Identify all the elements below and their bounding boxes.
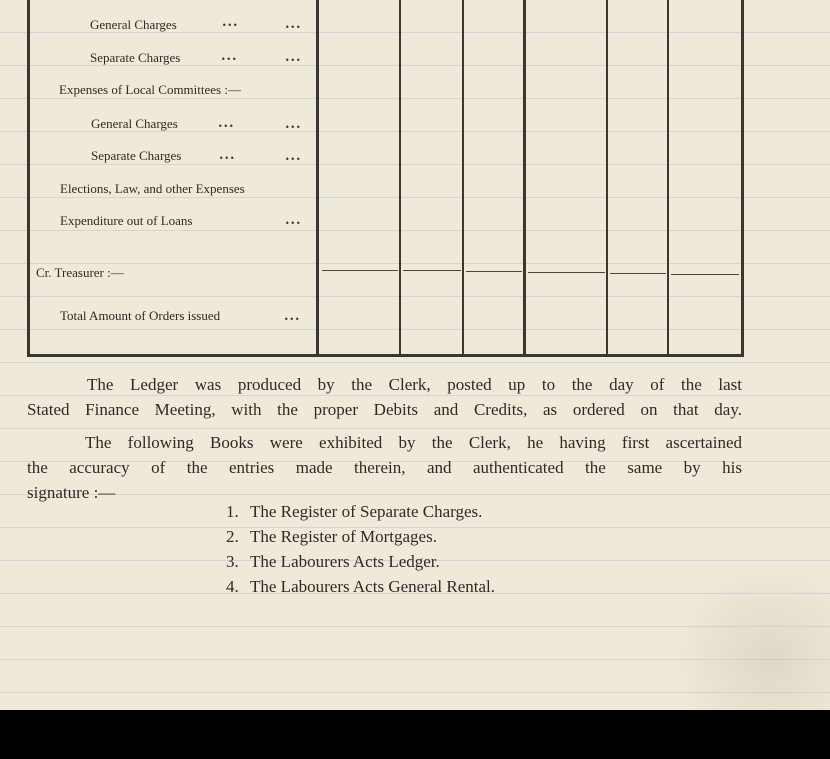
book-title: The Register of Mortgages. [250, 527, 437, 546]
book-title: The Register of Separate Charges. [250, 502, 483, 521]
column-divider [523, 0, 526, 354]
book-number: 2. [226, 527, 239, 546]
row-label: Expenditure out of Loans [60, 213, 193, 228]
row-label: General Charges [90, 17, 177, 32]
total-rule [322, 270, 398, 271]
book-item [226, 577, 495, 597]
row-label: Elections, Law, and other Expenses [60, 181, 245, 196]
total-rule [403, 270, 461, 271]
book-number: 3. [226, 552, 239, 571]
column-divider [606, 0, 608, 354]
book-item [226, 527, 437, 547]
row-label: Total Amount of Orders issued [60, 308, 221, 323]
book-item [226, 552, 440, 572]
book-number: 4. [226, 577, 239, 596]
paragraph-line: Stated Finance Meeting, with the proper Debits and Credits, as ordered on that day. [27, 400, 742, 419]
leader-dots: ... [285, 50, 302, 65]
black-margin [0, 710, 830, 759]
total-rule [528, 272, 605, 273]
row-label: Cr. Treasurer :— [36, 265, 124, 280]
book-title: The Labourers Acts Ledger. [250, 552, 440, 571]
leader-dots: ... [222, 15, 239, 30]
leader-dots: ... [285, 17, 302, 32]
ledger-paragraph [27, 372, 742, 422]
leader-dots: ... [285, 117, 302, 132]
paragraph-line: the accuracy of the entries made therein, and authenticated the same by his [27, 458, 742, 477]
leader-dots: ... [218, 116, 235, 131]
column-divider [316, 0, 319, 354]
book-number: 1. [226, 502, 239, 521]
leader-dots: ... [285, 149, 302, 164]
total-rule [671, 274, 739, 275]
book-item [226, 502, 482, 522]
column-divider [462, 0, 464, 354]
row-label: Separate Charges [91, 148, 182, 163]
leader-dots: ... [284, 309, 301, 324]
paragraph-line: The Ledger was produced by the Clerk, posted up to the day of the last [87, 375, 742, 394]
leader-dots: ... [285, 213, 302, 228]
column-divider [399, 0, 401, 354]
books-paragraph [27, 430, 742, 505]
leader-dots: ... [219, 148, 236, 163]
row-label: General Charges [91, 116, 178, 131]
column-divider [667, 0, 669, 354]
paper-stain [670, 560, 830, 710]
paragraph-line: The following Books were exhibited by the Clerk, he having first ascertained [85, 433, 742, 452]
paragraph-line: signature :— [27, 483, 116, 502]
leader-dots: ... [221, 49, 238, 64]
row-label: Separate Charges [90, 50, 181, 65]
total-rule [610, 273, 666, 274]
book-title: The Labourers Acts General Rental. [250, 577, 495, 596]
total-rule [466, 271, 522, 272]
row-label: Expenses of Local Committees :— [59, 82, 241, 97]
